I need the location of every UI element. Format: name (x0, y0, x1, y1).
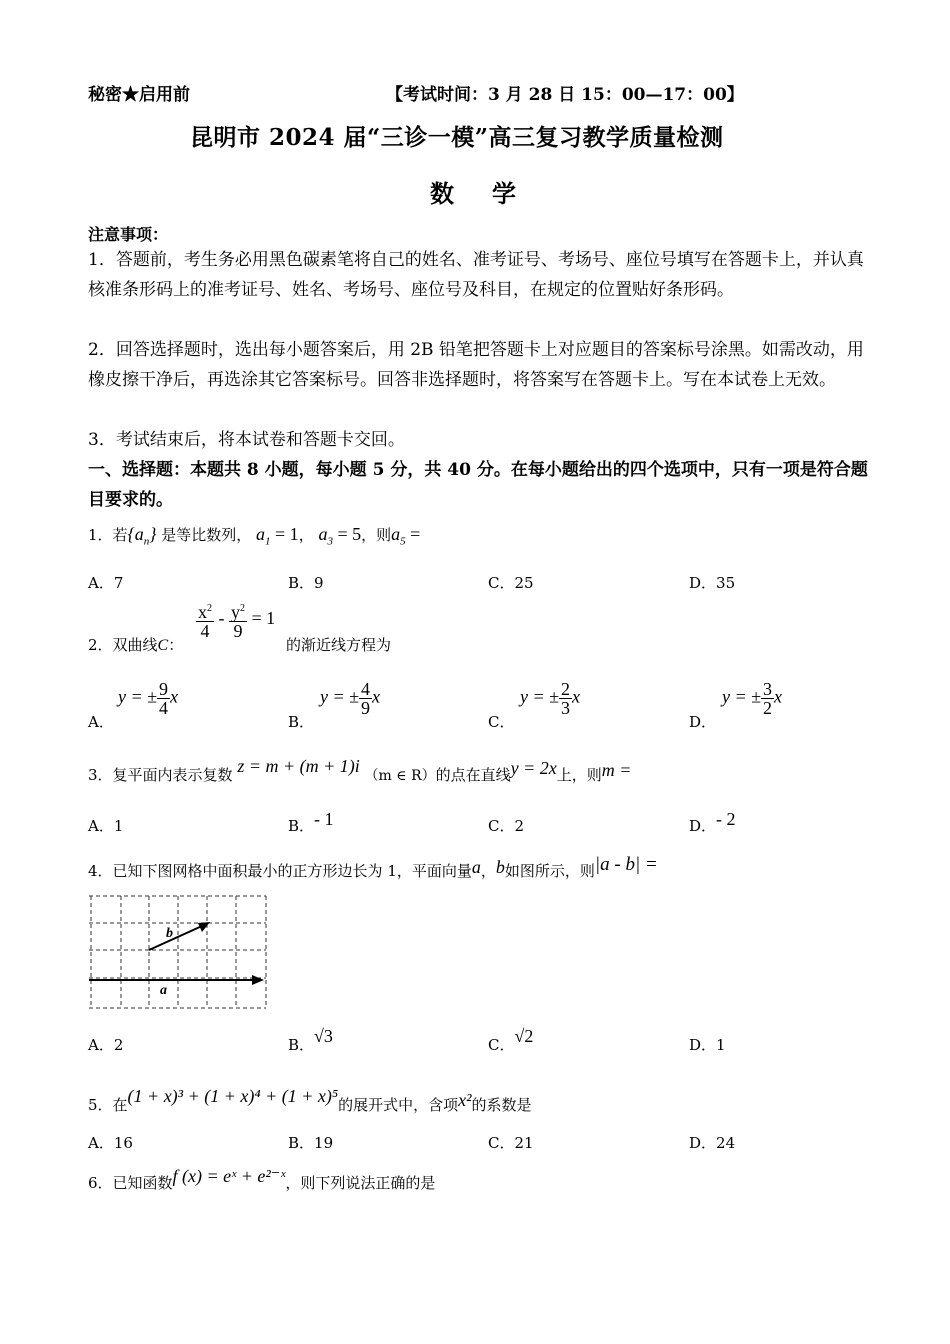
q5-term: x² (458, 1090, 472, 1110)
q2-option-c-expr[interactable]: y = ± $\frac{2}{3}$ x (520, 679, 581, 718)
grid-lines (89, 896, 266, 1008)
q4-ask: |a - b| = (594, 854, 658, 875)
q1-text1: 是等比数列， (161, 526, 252, 544)
question-3: 3．复平面内表示复数 z = m + (m + 1)i （m ∈ R）的点在直线y = 2x上，则m = (88, 756, 632, 784)
notice-heading: 注意事项： (88, 225, 169, 244)
notice-item-2: 2．回答选择题时，选出每小题答案后，用 2B 铅笔把答题卡上对应题目的答案标号涂黑。如需改动，用橡皮擦干净后，再选涂其它答案标号。回答非选择题时，将答案写在答题卡上。写在本试卷上无效。 (88, 340, 864, 390)
question-2-prefix: 2．双曲线C： (88, 636, 184, 654)
q2-option-d-label[interactable]: D． (689, 713, 717, 731)
question-5: 5．在(1 + x)³ + (1 + x)⁴ + (1 + x)⁵的展开式中，含项x²的系数是 (88, 1086, 532, 1114)
vector-b (149, 922, 210, 950)
vector-b-label: b (166, 926, 173, 941)
q4-vector-grid-figure (86, 893, 270, 1013)
q1-sequence: $\{a_n\}$ (127, 524, 157, 548)
q1-text2: ，则 (361, 526, 392, 544)
q1-ask: $a_5$ = (391, 524, 421, 548)
q5-option-c[interactable]: C．21 (488, 1134, 534, 1152)
section-1-heading: 一、选择题：本题共 8 小题，每小题 5 分，共 40 分。在每小题给出的四个选项中，只有一项是符合题目要求的。 (88, 460, 868, 510)
q1-prefix: 1．若 (88, 526, 128, 544)
q4-option-d[interactable]: D．1 (689, 1036, 726, 1054)
notice-item-3: 3．考试结束后，将本试卷和答题卡交回。 (88, 430, 405, 450)
q4-option-b[interactable]: B．√3 (288, 1026, 333, 1054)
q3-option-c[interactable]: C．2 (488, 817, 525, 835)
vector-a-label: a (160, 983, 167, 998)
question-1: 1．若$\{a_n\}$ 是等比数列， $a_1 = 1$， $a_3 = 5$，则$a_5$ = (88, 524, 421, 548)
q2-option-c-label[interactable]: C． (488, 713, 515, 731)
q3-option-a[interactable]: A．1 (88, 817, 124, 835)
q2-suffix: 的渐近线方程为 (286, 636, 392, 654)
q1-cond2: $a_3 = 5$ (318, 524, 362, 548)
question-6: 6．已知函数f (x) = eˣ + e²⁻ˣ，则下列说法正确的是 (88, 1166, 436, 1192)
vector-a (89, 975, 264, 985)
q5-option-b[interactable]: B．19 (288, 1134, 334, 1152)
q3-ask: m = (601, 760, 632, 780)
q3-line: y = 2x (510, 758, 557, 778)
q2-equation: $\frac{x^2}{4}$ - $\frac{y^2}{9}$ = 1 (198, 602, 276, 641)
exam-time: 【考试时间：3 月 28 日 15：00—17：00】 (386, 85, 744, 105)
q2-option-b-expr[interactable]: y = ± $\frac{4}{9}$ x (320, 679, 381, 718)
q2-option-a-expr[interactable]: y = ± $\frac{9}{4}$ x (118, 679, 179, 718)
q5-option-d[interactable]: D．24 (689, 1134, 736, 1152)
subject-title: 数学 (430, 179, 554, 208)
q4-option-a[interactable]: A．2 (88, 1036, 124, 1054)
q2-option-b-label[interactable]: B． (288, 713, 315, 731)
q6-expr: f (x) = eˣ + e²⁻ˣ (172, 1166, 286, 1186)
q1-option-a[interactable]: A．7 (88, 574, 124, 592)
q3-option-b[interactable]: B．- 1 (288, 809, 334, 835)
q2-option-d-expr[interactable]: y = ± $\frac{3}{2}$ x (722, 679, 783, 718)
page-title: 昆明市 2024 届“三诊一模”高三复习教学质量检测 (190, 124, 724, 151)
notice-item-1: 1．答题前，考生务必用黑色碳素笔将自己的姓名、准考证号、考场号、座位号填写在答题卡上，并认真核准条形码上的准考证号、姓名、考场号、座位号及科目，在规定的位置贴好条形码。 (88, 250, 864, 300)
q5-option-a[interactable]: A．16 (88, 1134, 133, 1152)
q5-expr: (1 + x)³ + (1 + x)⁴ + (1 + x)⁵ (127, 1086, 339, 1106)
q1-option-b[interactable]: B．9 (288, 574, 324, 592)
confidential-label: 秘密★启用前 (88, 85, 190, 105)
q1-option-d[interactable]: D．35 (689, 574, 736, 592)
q3-expr: z = m + (m + 1)i (237, 756, 360, 776)
q3-paren: （m ∈ R） (364, 768, 436, 784)
q2-option-a-label[interactable]: A． (88, 713, 114, 731)
q3-option-d[interactable]: D．- 2 (689, 809, 736, 835)
q1-cond1: $a_1 = 1$ (256, 524, 299, 548)
question-4: 4．已知下图网格中面积最小的正方形边长为 1，平面向量a，b如图所示，则|a - b| = (88, 854, 658, 880)
q4-option-c[interactable]: C．√2 (488, 1026, 534, 1054)
q1-option-c[interactable]: C．25 (488, 574, 534, 592)
